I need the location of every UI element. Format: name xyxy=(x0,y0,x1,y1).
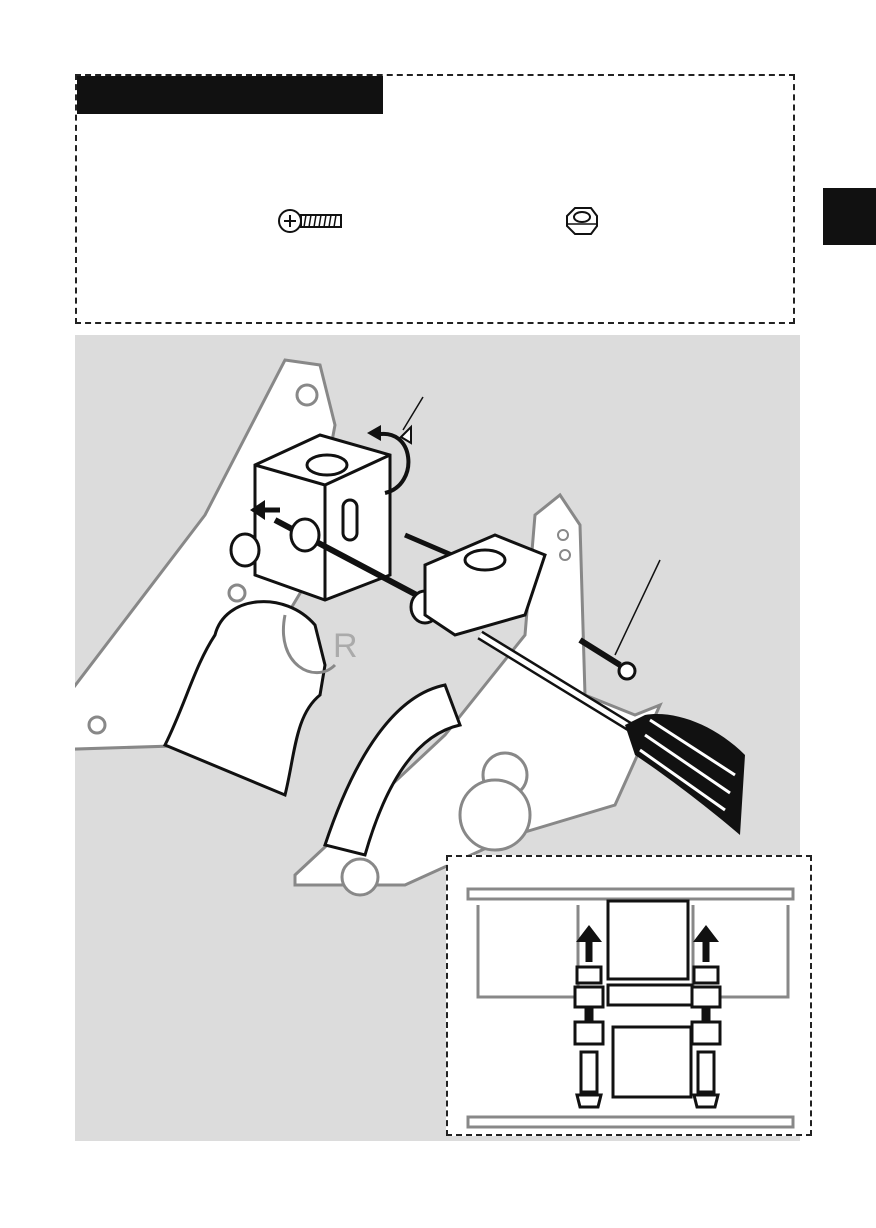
nut-leader-line xyxy=(403,397,423,430)
loose-screw xyxy=(580,640,620,665)
parts-list-header xyxy=(77,76,383,114)
hex-nut-icon xyxy=(561,204,601,238)
detail-inset-illustration xyxy=(448,857,810,1134)
parts-list-box xyxy=(75,74,795,324)
screwdriver-handle xyxy=(625,714,745,835)
phillips-screw-icon xyxy=(277,206,347,236)
detail-inset-box xyxy=(446,855,812,1136)
part-mark-label: R xyxy=(333,627,358,665)
section-tab xyxy=(823,188,876,245)
screw-leader-line xyxy=(615,560,660,655)
